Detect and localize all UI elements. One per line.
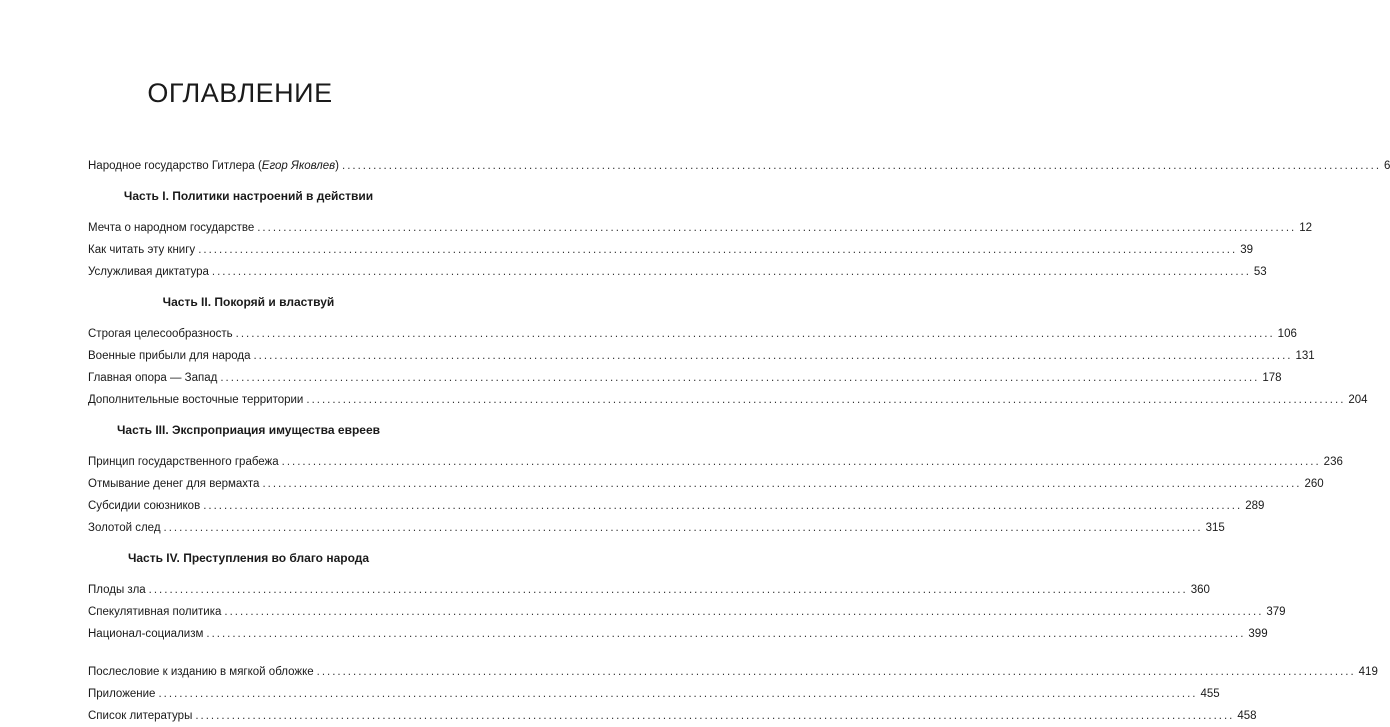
toc-entry-page: 455 <box>1200 688 1220 700</box>
toc-entry-title: Золотой след <box>88 522 161 534</box>
toc-entry-title: Отмывание денег для вермахта <box>88 478 260 490</box>
toc-entry-title: Строгая целесообразность <box>88 328 233 340</box>
toc-entry-title: Послесловие к изданию в мягкой обложке <box>88 666 314 678</box>
toc-entry[interactable] <box>88 345 1315 367</box>
toc-entry-page: 289 <box>1245 500 1265 512</box>
dot-leader: ........................................................................................................................................................................................................ <box>195 710 1235 722</box>
dot-leader: ........................................................................................................................................................................................................ <box>316 666 1356 678</box>
toc-entry[interactable] <box>88 495 1265 517</box>
dot-leader: ........................................................................................................................................................................................................ <box>235 328 1275 340</box>
toc-entry-page: 6 <box>1384 160 1390 172</box>
dot-leader: ........................................................................................................................................................................................................ <box>211 266 1251 278</box>
toc-entry-page: 178 <box>1262 372 1282 384</box>
toc-entry[interactable] <box>88 389 1368 411</box>
toc-entry-page: 419 <box>1358 666 1378 678</box>
toc-entry[interactable] <box>88 517 1225 539</box>
toc-entry-title: Услужливая диктатура <box>88 266 209 278</box>
toc-entry-title: Национал-социализм <box>88 628 204 640</box>
toc-entry-title: Мечта о народном государстве <box>88 222 255 234</box>
toc-entry[interactable] <box>88 217 1313 239</box>
toc-entry-page: 379 <box>1266 606 1286 618</box>
toc-entry[interactable] <box>88 323 1297 345</box>
dot-leader: ........................................................................................................................................................................................................ <box>281 456 1321 468</box>
toc-entry-title: Спекулятивная политика <box>88 606 222 618</box>
toc-entry-title: Субсидии союзников <box>88 500 201 512</box>
toc-entry-title: Народное государство Гитлера (Егор Яковлев) <box>88 160 339 172</box>
dot-leader: ........................................................................................................................................................................................................ <box>163 522 1203 534</box>
dot-leader: ........................................................................................................................................................................................................ <box>206 628 1246 640</box>
toc-entry-title: Дополнительные восточные территории <box>88 394 304 406</box>
toc-entry[interactable] <box>88 473 1324 495</box>
toc-entry-page: 315 <box>1205 522 1225 534</box>
toc-entry-title: Военные прибыли для народа <box>88 350 251 362</box>
toc-entry-page: 12 <box>1299 222 1313 234</box>
toc-entry-page: 260 <box>1304 478 1324 490</box>
toc-entry[interactable] <box>88 623 1268 645</box>
toc-entry-title: Список литературы <box>88 710 193 722</box>
dot-leader: ........................................................................................................................................................................................................ <box>220 372 1260 384</box>
toc-entry-back-matter[interactable] <box>88 661 1378 683</box>
dot-leader: ........................................................................................................................................................................................................ <box>148 584 1188 596</box>
toc-entry[interactable] <box>88 261 1267 283</box>
dot-leader: ........................................................................................................................................................................................................ <box>203 500 1243 512</box>
toc-entry-title: Плоды зла <box>88 584 146 596</box>
toc-entry-page: 360 <box>1190 584 1210 596</box>
toc-entry[interactable] <box>88 451 1343 473</box>
toc-entry-title: Принцип государственного грабежа <box>88 456 279 468</box>
page-title: ОГЛАВЛЕНИЕ <box>147 78 333 108</box>
part-heading-2: Часть II. Покоряй и властвуй <box>162 295 335 309</box>
dot-leader: ........................................................................................................................................................................................................ <box>158 688 1198 700</box>
dot-leader: ........................................................................................................................................................................................................ <box>262 478 1302 490</box>
toc-entry-page: 236 <box>1323 456 1343 468</box>
toc-entry-page: 399 <box>1248 628 1268 640</box>
toc-entry-page: 204 <box>1348 394 1368 406</box>
dot-leader: ........................................................................................................................................................................................................ <box>257 222 1297 234</box>
dot-leader: ........................................................................................................................................................................................................ <box>342 160 1382 172</box>
toc-entry-title: Приложение <box>88 688 156 700</box>
dot-leader: ........................................................................................................................................................................................................ <box>253 350 1293 362</box>
toc-entry-back-matter[interactable] <box>88 705 1257 727</box>
toc-entry-back-matter[interactable] <box>88 683 1220 705</box>
toc-entry-page: 458 <box>1237 710 1257 722</box>
dot-leader: ........................................................................................................................................................................................................ <box>306 394 1346 406</box>
toc-entry-page: 106 <box>1277 328 1297 340</box>
toc-entry-title: Как читать эту книгу <box>88 244 196 256</box>
toc-entry-title: Главная опора — Запад <box>88 372 218 384</box>
toc-entry-intro[interactable] <box>88 155 1390 177</box>
toc-entry[interactable] <box>88 239 1253 261</box>
toc-entry-page: 53 <box>1253 266 1267 278</box>
table-of-contents <box>88 155 1390 727</box>
toc-entry[interactable] <box>88 601 1286 623</box>
dot-leader: ........................................................................................................................................................................................................ <box>198 244 1238 256</box>
part-heading-1: Часть I. Политики настроений в действии <box>123 189 374 203</box>
part-heading-4: Часть IV. Преступления во благо народа <box>127 551 370 565</box>
toc-entry-author: Егор Яковлев <box>261 160 336 172</box>
toc-entry-page: 131 <box>1295 350 1315 362</box>
toc-entry-page: 39 <box>1240 244 1253 256</box>
toc-entry[interactable] <box>88 367 1282 389</box>
dot-leader: ........................................................................................................................................................................................................ <box>224 606 1264 618</box>
part-heading-3: Часть III. Экспроприация имущества евреев <box>116 423 380 437</box>
toc-entry[interactable] <box>88 579 1210 601</box>
